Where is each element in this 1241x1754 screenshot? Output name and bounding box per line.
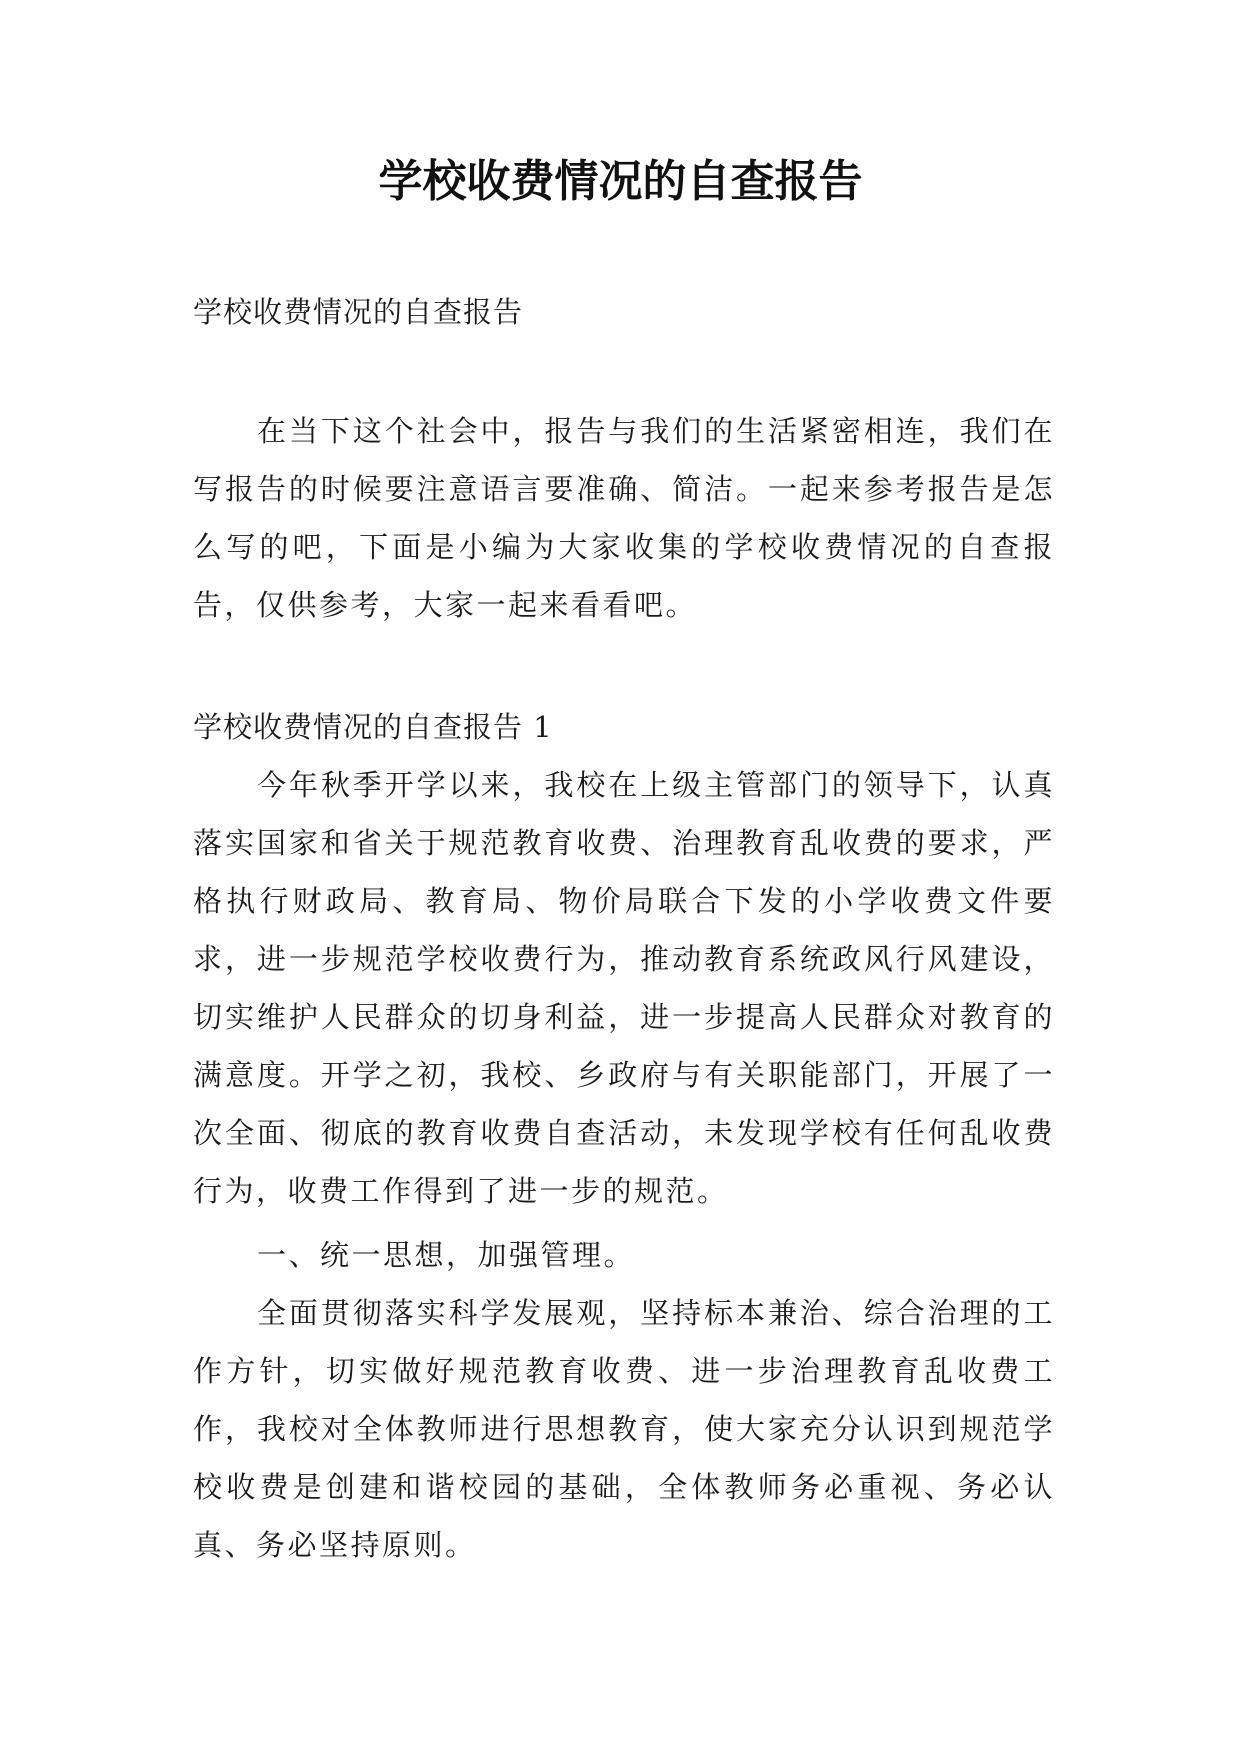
intro-paragraph: 在当下这个社会中，报告与我们的生活紧密相连，我们在写报告的时候要注意语言要准确、简洁。一起来参考报告是怎么写的吧，下面是小编为大家收集的学校收费情况的自查报告，仅供参考，大家一起来看看吧。 <box>193 414 1055 622</box>
document-subtitle: 学校收费情况的自查报告 <box>193 295 524 329</box>
subheading-1: 一、统一思想，加强管理。 <box>257 1238 636 1272</box>
body-paragraph-1: 今年秋季开学以来，我校在上级主管部门的领导下，认真落实国家和省关于规范教育收费、治理教育乱收费的要求，严格执行财政局、教育局、物价局联合下发的小学收费文件要求，进一步规范学校收费行为，推动教育系统政风行风建设，切实维护人民群众的切身利益，进一步提高人民群众对教育的满意度。开学之初，我校、乡政府与有关职能部门，开展了一次全面、彻底的教育收费自查活动，未发现学校有任何乱收费行为，收费工作得到了进一步的规范。 <box>193 768 1055 1208</box>
body-paragraph-2: 全面贯彻落实科学发展观，坚持标本兼治、综合治理的工作方针，切实做好规范教育收费、进一步治理教育乱收费工作，我校对全体教师进行思想教育，使大家充分认识到规范学校收费是创建和谐校园的基础，全体教师务必重视、务必认真、务必坚持原则。 <box>193 1296 1055 1562</box>
section-heading: 学校收费情况的自查报告 1 <box>193 710 553 744</box>
document-title: 学校收费情况的自查报告 <box>378 156 863 207</box>
